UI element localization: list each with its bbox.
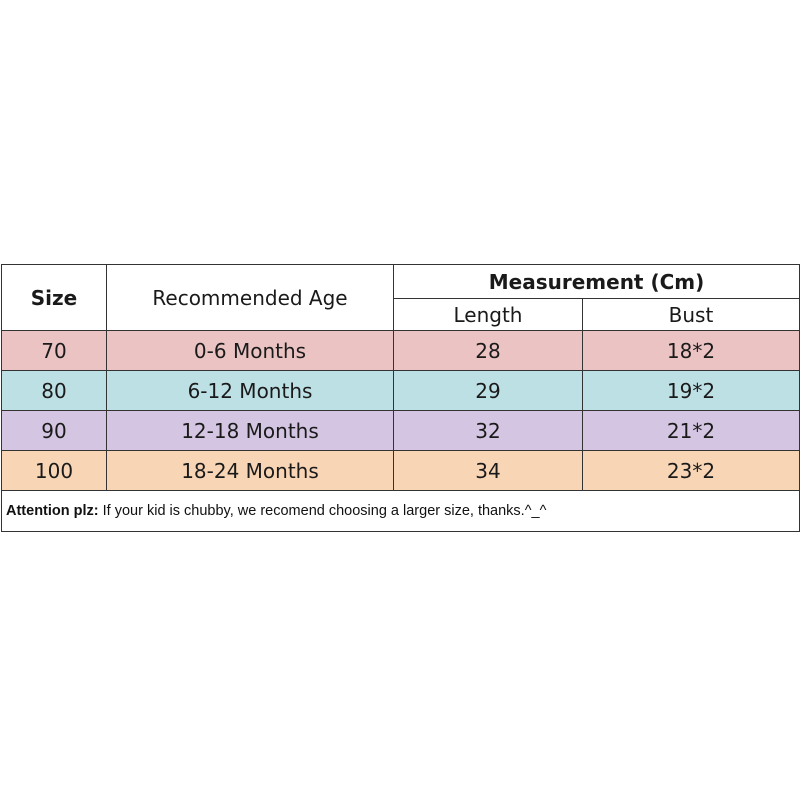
header-size: Size xyxy=(2,265,107,331)
header-row xyxy=(2,265,800,299)
attention-note xyxy=(2,491,800,532)
header-length: Length xyxy=(394,299,583,331)
cell-bust: 18*2 xyxy=(583,331,800,371)
attention-label: Attention plz: xyxy=(6,502,99,519)
cell-size: 80 xyxy=(2,371,107,411)
cell-bust: 21*2 xyxy=(583,411,800,451)
header-measurement: Measurement (Cm) xyxy=(394,265,800,299)
cell-bust: 19*2 xyxy=(583,371,800,411)
cell-age: 18-24 Months xyxy=(107,451,394,491)
cell-length: 32 xyxy=(394,411,583,451)
cell-length: 28 xyxy=(394,331,583,371)
cell-size: 70 xyxy=(2,331,107,371)
cell-length: 34 xyxy=(394,451,583,491)
cell-age: 12-18 Months xyxy=(107,411,394,451)
attention-text: If your kid is chubby, we recomend choosing a larger size, thanks.^_^ xyxy=(98,502,547,519)
cell-length: 29 xyxy=(394,371,583,411)
table-row xyxy=(2,371,800,411)
cell-bust: 23*2 xyxy=(583,451,800,491)
cell-age: 0-6 Months xyxy=(107,331,394,371)
cell-size: 100 xyxy=(2,451,107,491)
cell-size: 90 xyxy=(2,411,107,451)
cell-age: 6-12 Months xyxy=(107,371,394,411)
header-bust: Bust xyxy=(583,299,800,331)
table-row xyxy=(2,331,800,371)
table-row xyxy=(2,451,800,491)
attention-note-row xyxy=(2,491,800,532)
size-chart-table xyxy=(1,264,800,532)
header-recommended-age: Recommended Age xyxy=(107,265,394,331)
table-row xyxy=(2,411,800,451)
